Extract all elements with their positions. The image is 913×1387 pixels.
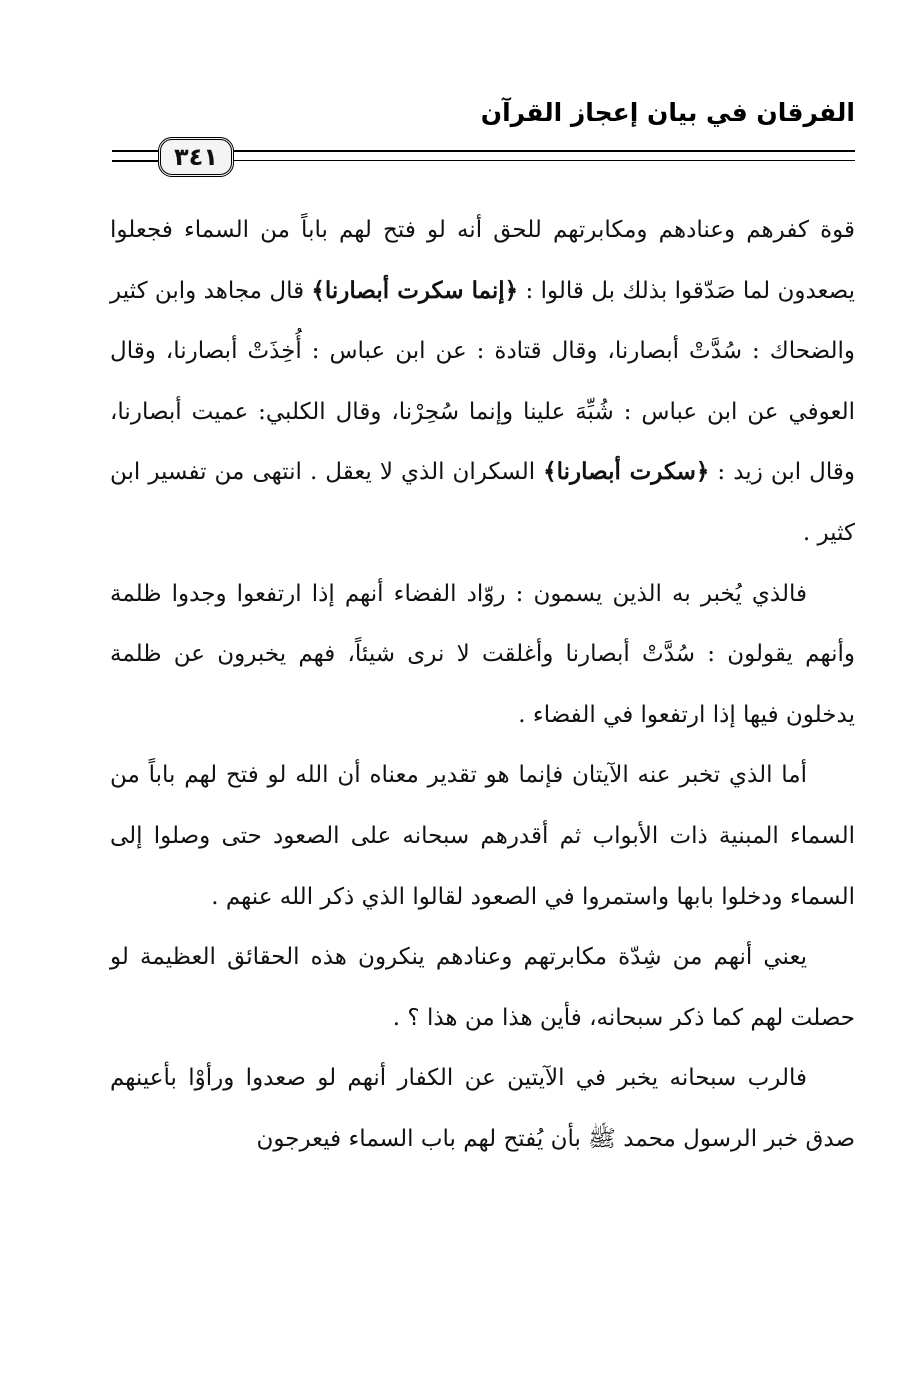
text-run: السكران الذي لا يعقل . انتهى من تفسير ابن كثير . xyxy=(110,459,855,546)
text-run: يعني أنهم من شِدّة مكابرتهم وعنادهم ينكرون هذه الحقائق العظيمة لو حصلت لهم كما ذكر سبحانه، فأين هذا من هذا ؟ . xyxy=(110,944,855,1031)
page-number: ٣٤١ xyxy=(158,137,234,177)
text-run: أما الذي تخبر عنه الآيتان فإنما هو تقدير معناه أن الله لو فتح لهم باباً من السماء المبنية ذات الأبواب ثم أقدرهم سبحانه على الصعود حتى وصلوا إلى السماء ودخلوا بابها واستمروا في الصعود لقالوا الذي ذكر الله عنهم . xyxy=(110,762,855,910)
running-title: الفرقان في بيان إعجاز القرآن xyxy=(480,98,855,127)
text-run: فالذي يُخبر به الذين يسمون : روّاد الفضاء أنهم إذا ارتفعوا وجدوا ظلمة وأنهم يقولون : سُدَّتْ أبصارنا وأغلقت لا نرى شيئاً، فهم يخبرون عن ظلمة يدخلون فيها إذا ارتفعوا في الفضاء . xyxy=(110,580,855,728)
paragraph-1 xyxy=(110,200,855,564)
header-rule-right-top xyxy=(234,150,855,152)
quran-quote: ﴿إنما سكرت أبصارنا﴾ xyxy=(311,276,519,304)
body-text xyxy=(110,200,855,1170)
paragraph-3 xyxy=(110,745,855,927)
paragraph-2 xyxy=(110,564,855,746)
text-run: فالرب سبحانه يخبر في الآيتين عن الكفار أنهم لو صعدوا ورأوْا بأعينهم صدق خبر الرسول محمد ﷺ بأن يُفتح لهم باب السماء فيعرجون xyxy=(110,1065,855,1152)
header-rule-right-bottom xyxy=(234,160,855,161)
header-rule-left-top xyxy=(112,150,158,152)
header-rule-left-bottom xyxy=(112,160,158,162)
quran-quote: ﴿سكرت أبصارنا﴾ xyxy=(543,458,710,486)
text-run: قوة كفرهم وعنادهم ومكابرتهم للحق أنه لو فتح لهم باباً من السماء فجعلوا يصعدون لما صَدّقوا بذلك بل قالوا : xyxy=(110,217,855,304)
paragraph-4 xyxy=(110,927,855,1048)
paragraph-5 xyxy=(110,1048,855,1169)
text-run: قال مجاهد وابن كثير والضحاك : سُدَّتْ أبصارنا، وقال قتادة : عن ابن عباس : أُخِذَتْ أبصارنا، وقال العوفي عن ابن عباس : شُبِّهَ علينا وإنما سُحِرْنا، وقال الكلبي: عميت أبصارنا، وقال ابن زيد : xyxy=(110,277,855,486)
